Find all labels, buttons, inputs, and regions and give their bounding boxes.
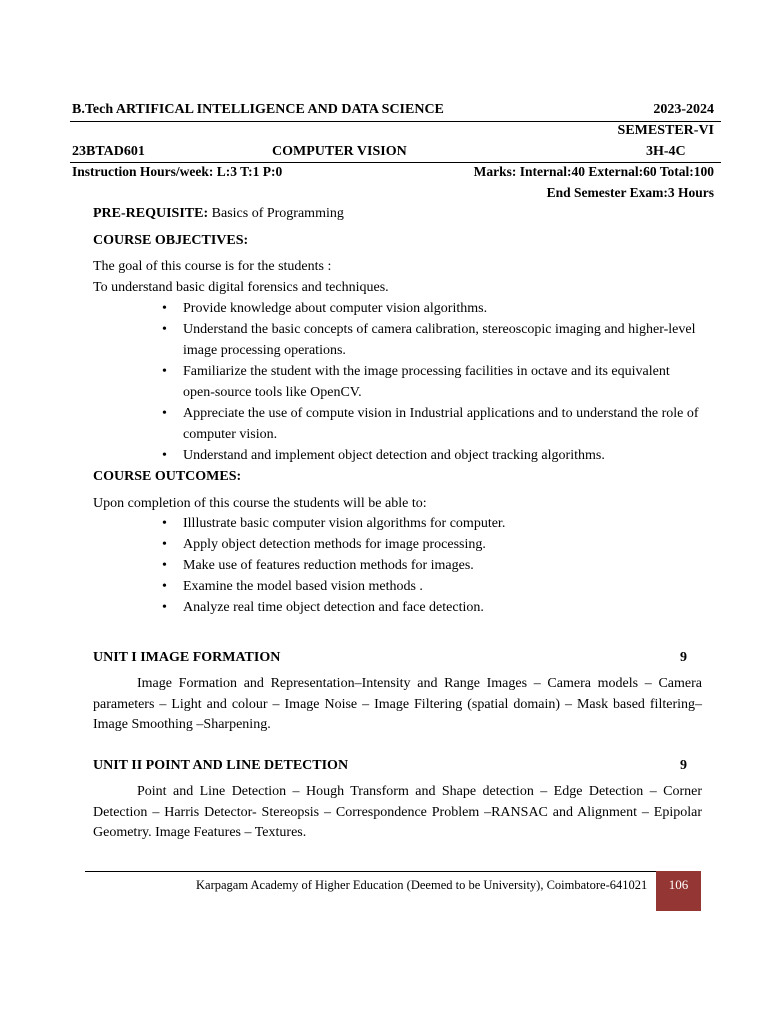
unit-1-hours: 9 bbox=[680, 650, 687, 665]
outcome-item: • Examine the model based vision methods . bbox=[162, 576, 702, 597]
course-credits: 3H-4C bbox=[646, 144, 686, 159]
objective-item: • Provide knowledge about computer vision algorithms. bbox=[162, 298, 702, 319]
outcomes-heading: COURSE OUTCOMES: bbox=[93, 469, 242, 484]
prerequisite-value: Basics of Programming bbox=[211, 206, 344, 221]
objective-item: • Familiarize the student with the image processing facilities in octave and its equivalent open-source tools like OpenCV. bbox=[162, 361, 702, 403]
objectives-list bbox=[162, 298, 702, 466]
semester-label: SEMESTER-VI bbox=[617, 123, 714, 138]
objective-item: • Understand the basic concepts of camera calibration, stereoscopic imaging and higher-level image processing operations. bbox=[162, 319, 702, 361]
objective-item: • Understand and implement object detection and object tracking algorithms. bbox=[162, 445, 702, 466]
unit-2-content-text: Point and Line Detection – Hough Transform and Shape detection – Edge Detection – Corner Detection – Harris Detector- Stereopsis – Correspondence Problem –RANSAC and Alignment – Epipolar Geometry. Image Features – Textures. bbox=[93, 784, 702, 840]
prerequisite-label: PRE-REQUISITE: bbox=[93, 206, 209, 221]
footer-institution: Karpagam Academy of Higher Education (Deemed to be University), Coimbatore-641021 bbox=[196, 878, 648, 892]
program-title: B.Tech ARTIFICAL INTELLIGENCE AND DATA SCIENCE bbox=[72, 102, 444, 117]
objective-item: • Appreciate the use of compute vision in Industrial applications and to understand the role of computer vision. bbox=[162, 403, 702, 445]
outcome-item: • Apply object detection methods for image processing. bbox=[162, 534, 702, 555]
objectives-heading: COURSE OBJECTIVES: bbox=[93, 233, 249, 248]
prerequisite bbox=[93, 205, 344, 223]
unit-1-content-text: Image Formation and Representation–Intensity and Range Images – Camera models – Camera parameters – Light and colour – Image Noise – Image Filtering (spatial domain) – Mask based filtering– Image Smoothing –Sharpening. bbox=[93, 676, 702, 732]
objectives-intro-2: To understand basic digital forensics and techniques. bbox=[93, 280, 389, 295]
course-code: 23BTAD601 bbox=[72, 144, 145, 159]
instruction-hours: Instruction Hours/week: L:3 T:1 P:0 bbox=[72, 164, 283, 179]
academic-year: 2023-2024 bbox=[653, 102, 714, 117]
outcomes-list bbox=[162, 513, 702, 618]
unit-2-title: UNIT II POINT AND LINE DETECTION bbox=[93, 758, 349, 773]
outcome-item: • Analyze real time object detection and face detection. bbox=[162, 597, 702, 618]
outcomes-intro: Upon completion of this course the students will be able to: bbox=[93, 496, 427, 511]
outcome-item: • Illlustrate basic computer vision algorithms for computer. bbox=[162, 513, 702, 534]
course-title: COMPUTER VISION bbox=[272, 144, 407, 159]
unit-1-content bbox=[93, 674, 702, 736]
objectives-intro: The goal of this course is for the students : bbox=[93, 259, 332, 274]
exam-duration: End Semester Exam:3 Hours bbox=[546, 185, 714, 200]
footer-rule bbox=[85, 871, 657, 872]
outcome-item: • Make use of features reduction methods for images. bbox=[162, 555, 702, 576]
page-number: 106 bbox=[656, 871, 701, 911]
unit-2-content bbox=[93, 782, 702, 844]
marks-distribution: Marks: Internal:40 External:60 Total:100 bbox=[473, 164, 714, 179]
unit-1-title: UNIT I IMAGE FORMATION bbox=[93, 650, 281, 665]
unit-2-hours: 9 bbox=[680, 758, 687, 773]
